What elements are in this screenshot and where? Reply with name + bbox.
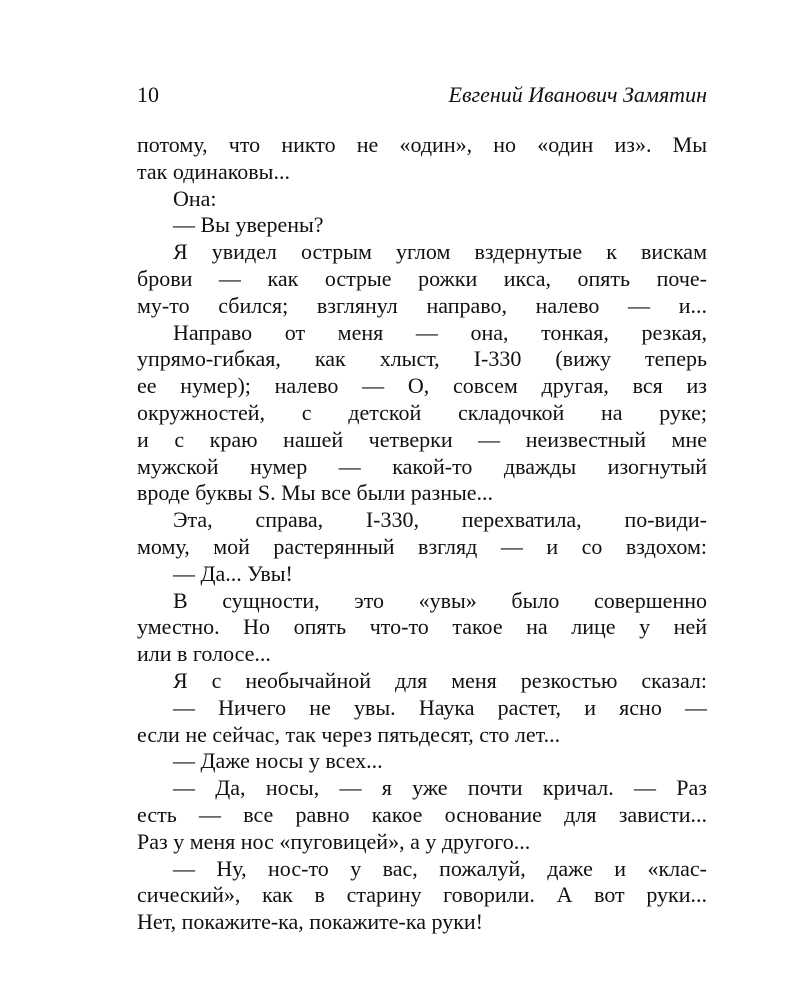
- text-line: Она:: [173, 185, 217, 211]
- text-line: упрямо-гибкая, как хлыст, I-330 (вижу теперь: [137, 346, 707, 372]
- text-line: брови — как острые рожки икса, опять поче-: [137, 265, 707, 291]
- book-page: [137, 82, 707, 936]
- page-number: 10: [137, 82, 159, 107]
- text-line: Раз у меня нос «пуговицей», а у другого...: [137, 828, 531, 854]
- text-line: потому, что никто не «один», но «один из». Мы: [137, 132, 707, 157]
- text-line: вроде буквы S. Мы все были разные...: [137, 480, 494, 506]
- text-line: Направо от меня — она, тонкая, резкая,: [173, 319, 707, 345]
- body-text: [137, 132, 707, 936]
- text-line: мужской нумер — какой-то дважды изогнутый: [137, 453, 707, 479]
- text-line: так одинаковы...: [137, 158, 290, 184]
- running-head: [137, 82, 707, 122]
- running-head-author: Евгений Иванович Замятин: [448, 82, 707, 107]
- text-line: В сущности, это «увы» было совершенно: [173, 587, 707, 613]
- text-line: и с краю нашей четверки — неизвестный мне: [137, 426, 707, 452]
- text-line: Я с необычайной для меня резкостью сказал:: [173, 667, 707, 693]
- text-line: если не сейчас, так через пятьдесят, сто лет...: [137, 721, 561, 747]
- text-line: — Даже носы у всех...: [173, 748, 383, 774]
- text-line: Я увидел острым углом вздернутые к вискам: [173, 239, 707, 265]
- text-line: — Ну, нос-то у вас, пожалуй, даже и «клас-: [173, 855, 707, 881]
- text-line: уместно. Но опять что-то такое на лице у ней: [137, 614, 707, 640]
- text-line: Эта, справа, I-330, перехватила, по-види-: [173, 507, 707, 533]
- text-line: или в голосе...: [137, 641, 271, 667]
- text-line: окружностей, с детской складочкой на руке;: [137, 399, 707, 425]
- text-line: ее нумер); налево — О, совсем другая, вся из: [137, 373, 707, 399]
- text-line: мому, мой растерянный взгляд — и со вздохом:: [137, 533, 707, 559]
- text-line: — Ничего не увы. Наука растет, и ясно —: [173, 694, 707, 720]
- text-line: — Да, носы, — я уже почти кричал. — Раз: [173, 775, 707, 801]
- text-line: му-то сбился; взглянул направо, налево — и...: [137, 292, 707, 318]
- text-line: — Вы уверены?: [173, 212, 324, 238]
- text-line: есть — все равно какое основание для зависти...: [137, 801, 707, 827]
- text-line: сический», как в старину говорили. А вот руки...: [137, 882, 707, 908]
- text-line: Нет, покажите-ка, покажите-ка руки!: [137, 909, 483, 935]
- text-line: — Да... Увы!: [173, 560, 293, 586]
